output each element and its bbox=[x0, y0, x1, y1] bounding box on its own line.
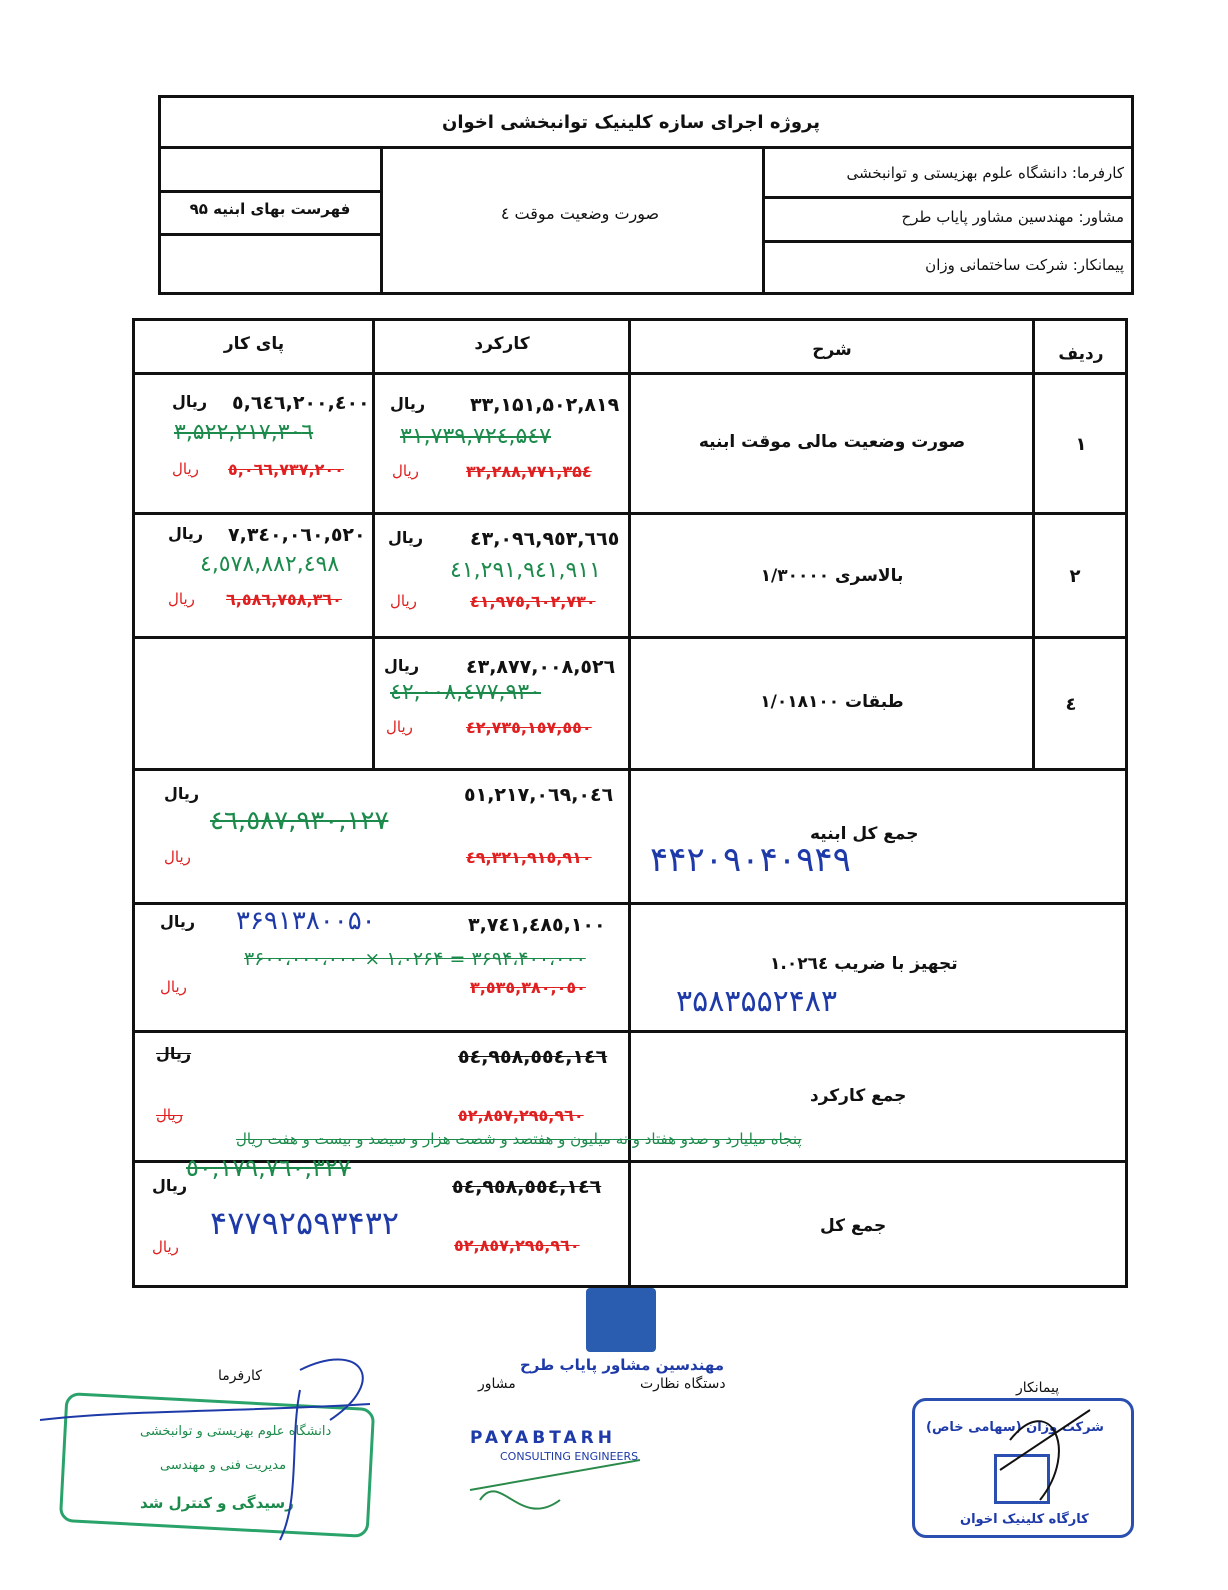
grand-total-work-done: ٥٤,٩٥٨,٥٥٤,١٤٦ bbox=[452, 1176, 602, 1198]
project-title: پروژه اجرای سازه کلینیک توانبخشی اخوان bbox=[442, 112, 820, 133]
contractor-stamp-text: شرکت وزان (سهامی خاص) bbox=[926, 1420, 1104, 1435]
column-divider bbox=[372, 320, 375, 770]
consultant-stamp-en2: CONSULTING ENGINEERS bbox=[500, 1450, 639, 1463]
header-divider bbox=[762, 148, 765, 292]
currency-label: ریال bbox=[152, 1238, 179, 1256]
row-number: ٤ bbox=[1065, 694, 1077, 715]
equipment-work-done: ٣,٧٤١,٤٨٥,١٠٠ bbox=[468, 914, 606, 936]
grand-total-label: جمع کل bbox=[820, 1216, 887, 1236]
work-done-revised: ٤٢,٠٠٨,٤٧٧,٩٣٠ bbox=[390, 680, 541, 705]
currency-label: ریال bbox=[156, 1106, 183, 1124]
currency-label: ریال bbox=[384, 656, 420, 675]
currency-label: ریال bbox=[156, 1044, 192, 1063]
currency-label: ریال bbox=[390, 394, 426, 413]
row-divider bbox=[134, 636, 1126, 639]
work-done-value: ٤٣,٨٧٧,٠٠٨,٥٢٦ bbox=[466, 656, 616, 678]
row-divider bbox=[134, 902, 1126, 905]
currency-label: ریال bbox=[160, 912, 196, 931]
currency-label: ریال bbox=[168, 524, 204, 543]
currency-label: ریال bbox=[388, 528, 424, 547]
currency-label: ریال bbox=[152, 1176, 188, 1195]
col-base: پای کار bbox=[223, 334, 285, 354]
currency-label: ریال bbox=[386, 718, 413, 736]
work-done-revised: ۳۱,۷۳۹,۷۲٤,۵٤۷ bbox=[400, 424, 551, 449]
grand-total-base-revised: ٥٠,١٧٩,٧٦٠,٣٢٧ bbox=[186, 1154, 351, 1182]
header-divider bbox=[160, 190, 380, 193]
total-work-handwritten-note: پنجاه میلیارد و صدو هفتاد و نه میلیون و هفتصد و شصت هزار و سیصد و بیست و هفت ریال bbox=[236, 1130, 802, 1148]
row-divider bbox=[134, 512, 1126, 515]
total-building-handwritten: ۴۴۲۰۹۰۴۰۹۴۹ bbox=[650, 840, 851, 880]
consultant-stamp-en: PAYABTARH bbox=[470, 1428, 616, 1448]
row-description: صورت وضعیت مالی موقت ابنیه bbox=[698, 432, 966, 452]
currency-label: ریال bbox=[172, 392, 208, 411]
col-description: شرح bbox=[812, 340, 852, 360]
col-row-no: ردیف bbox=[1058, 344, 1104, 364]
equipment-work-done-corrected: ٣,٥٣٥,٣٨٠,٠٥٠ bbox=[470, 978, 586, 997]
currency-label: ریال bbox=[390, 592, 417, 610]
equipment-calc: ۳۶۰۰،۰۰۰،۰۰۰ × ۱،۰۲۶۴ = ۳۶۹۴،۴۰۰،۰۰۰ bbox=[244, 948, 586, 970]
total-work-corrected: ٥٢,٨٥٧,٢٩٥,٩٦٠ bbox=[458, 1106, 584, 1125]
contractor-line: پیمانکار: شرکت ساختمانی وزان bbox=[925, 256, 1124, 274]
currency-label: ریال bbox=[172, 460, 199, 478]
base-corrected: ٦,٥٨٦,٧٥٨,٣٦٠ bbox=[226, 590, 342, 609]
header-divider bbox=[160, 146, 1132, 149]
grand-total-work-done-corrected: ٥٢,٨٥٧,٢٩٥,٩٦٠ bbox=[454, 1236, 580, 1255]
total-work-value: ٥٤,٩٥٨,٥٥٤,١٤٦ bbox=[458, 1046, 608, 1068]
employer-stamp-text: مدیریت فنی و مهندسی bbox=[160, 1458, 287, 1473]
price-list: فهرست بهای ابنیه ۹۵ bbox=[189, 200, 351, 218]
header-divider bbox=[160, 233, 380, 236]
currency-label: ریال bbox=[160, 978, 187, 996]
row-number: ۲ bbox=[1069, 566, 1081, 587]
consultant-stamp-fa: مهندسین مشاور پایاب طرح bbox=[520, 1356, 725, 1374]
equipment-label: تجهیز با ضریب ۱.۰۲٦٤ bbox=[770, 954, 958, 974]
equipment-handwritten: ۳۵۸۳۵۵۲۴۸۳ bbox=[676, 984, 838, 1019]
row-divider bbox=[134, 768, 1126, 771]
row-divider bbox=[134, 1030, 1126, 1033]
equipment-base-handwritten: ۳۶۹۱۳۸۰۰۵۰ bbox=[236, 906, 376, 936]
base-value: ٥,٦٤٦,۲۰۰,٤۰۰ bbox=[232, 392, 370, 414]
consultant-sign-label: مشاور bbox=[478, 1376, 516, 1392]
signature-scribbles bbox=[0, 1300, 1228, 1590]
base-value: ٧,٣٤٠,٠٦٠,٥٢٠ bbox=[228, 524, 366, 546]
total-building-label: جمع کل ابنیه bbox=[810, 824, 919, 844]
base-corrected: ٥,٠٦٦,٧٣٧,٢٠٠ bbox=[228, 460, 344, 479]
currency-label: ریال bbox=[164, 784, 200, 803]
total-building-work-done: ٥١,٢١٧,٠٦٩,٠٤٦ bbox=[464, 784, 614, 806]
work-done-corrected: ۳۲,۲۸۸,۷۷۱,۳۵٤ bbox=[466, 462, 592, 481]
base-revised: ٤,٥٧٨,٨٨٢,٤٩٨ bbox=[200, 552, 340, 577]
work-done-value: ٤۳,۰۹٦,۹٥۳,٦٦٥ bbox=[470, 528, 620, 550]
supervision-sign-label: دستگاه نظارت bbox=[640, 1376, 726, 1392]
employer-line: کارفرما: دانشگاه علوم بهزیستی و توانبخشی bbox=[846, 164, 1124, 182]
currency-label: ریال bbox=[392, 462, 419, 480]
header-divider bbox=[380, 148, 383, 292]
currency-label: ریال bbox=[164, 848, 191, 866]
header-divider bbox=[764, 196, 1132, 199]
work-done-corrected: ٤۱,۹۷٥,٦۰۲,۷۳۰ bbox=[470, 592, 596, 611]
work-done-corrected: ٤٢,٧٣٥,١٥٧,٥٥٠ bbox=[466, 718, 592, 737]
contractor-sign-label: پیمانکار bbox=[1016, 1380, 1060, 1396]
consultant-line: مشاور: مهندسین مشاور پایاب طرح bbox=[901, 208, 1124, 226]
total-building-base-revised: ٤٦,٥٨٧,٩٣٠,١٢٧ bbox=[210, 806, 389, 836]
employer-sign-label: کارفرما bbox=[218, 1368, 262, 1384]
statement-title: صورت وضعیت موقت ٤ bbox=[500, 204, 660, 223]
work-done-revised: ٤۱,۲۹۱,۹٤۱,۹۱۱ bbox=[450, 558, 601, 583]
grand-total-base-handwritten: ۴۷۷۹۲۵۹۳۴۳۲ bbox=[210, 1204, 400, 1242]
row-description: بالاسری ۱/۳۰۰۰۰ bbox=[760, 566, 904, 586]
employer-stamp-text: رسیدگی و کنترل شد bbox=[140, 1494, 294, 1512]
col-work-done: کارکرد bbox=[474, 334, 530, 354]
total-work-label: جمع کارکرد bbox=[810, 1086, 907, 1106]
total-building-work-done-corrected: ٤٩,٣٢١,٩١٥,٩١٠ bbox=[466, 848, 592, 867]
work-done-value: ۳۳,۱۵۱,۵۰۲,۸۱۹ bbox=[470, 394, 620, 416]
header-divider bbox=[764, 240, 1132, 243]
contractor-stamp-text: کارگاه کلینیک اخوان bbox=[960, 1512, 1089, 1527]
employer-stamp-text: دانشگاه علوم بهزیستی و توانبخشی bbox=[140, 1424, 332, 1439]
currency-label: ریال bbox=[168, 590, 195, 608]
row-description: طبقات ۱/۰۱۸۱۰۰ bbox=[760, 692, 904, 712]
base-revised: ۳,۵۲۲,۲۱۷,۳۰٦ bbox=[174, 420, 314, 445]
row-number: ۱ bbox=[1075, 434, 1087, 455]
